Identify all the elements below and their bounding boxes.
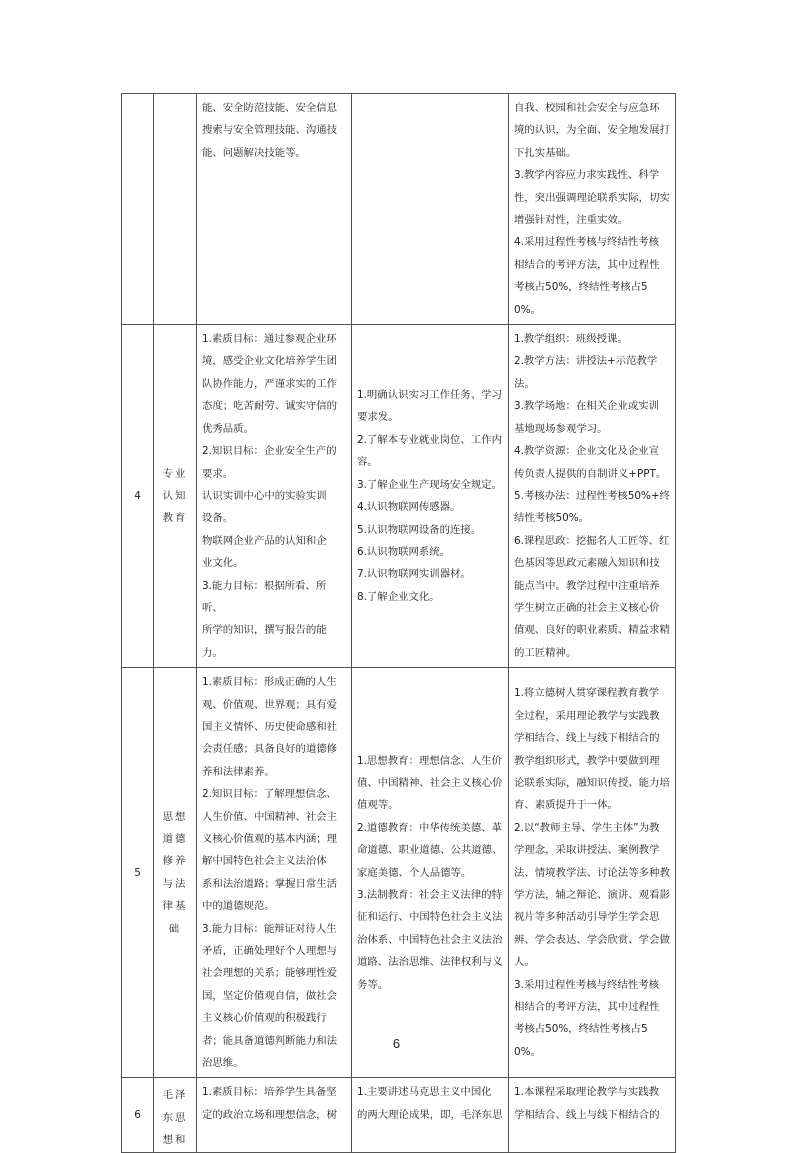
text-line: 能、安全防范技能、安全信息 <box>202 102 338 114</box>
text-line: 养和法律素养。 <box>202 765 275 778</box>
text-line: 学相结合、线上与线下相结合的 <box>514 732 660 745</box>
course-name: 思想道德修养与法律基础 <box>154 668 197 1078</box>
text-line: 国，坚定价值观自信，做社会 <box>202 989 338 1002</box>
text-line: 6.课程思政：挖掘名人工匠等、红 <box>514 534 670 547</box>
text-line: 基地现场参观学习。 <box>514 422 608 435</box>
text-line: 业文化。 <box>202 557 244 570</box>
text-line: 者；能具备道德判断能力和法 <box>202 1034 338 1047</box>
text-line: 要求发。 <box>357 411 399 424</box>
course-goals <box>197 668 352 1078</box>
teaching-requirements <box>509 94 676 325</box>
text-line: 3.教学场地：在相关企业或实训 <box>514 400 659 413</box>
text-line: 2.知识目标：了解理想信念、 <box>202 788 337 801</box>
text-line: 解中国特色社会主义法治体 <box>202 855 327 868</box>
teaching-requirements <box>509 1078 676 1152</box>
text-line: 3.法制教育：社会主义法律的特 <box>357 889 502 902</box>
text-line: 增强针对性，注重实效。 <box>514 214 629 227</box>
text-line: 3.了解企业生产现场安全规定。 <box>357 478 502 491</box>
text-line: 教学组织形式，教学中要做到理 <box>514 754 660 767</box>
row-number: 4 <box>122 325 154 668</box>
course-name: 毛泽东思想和 <box>154 1078 197 1152</box>
text-line: 相结合的考评方法，其中过程性 <box>514 258 660 271</box>
text-line: 务等。 <box>357 978 389 991</box>
text-line: 的工匠精神。 <box>514 646 577 659</box>
text-line: 3.采用过程性考核与终结性考核 <box>514 978 659 991</box>
text-line: 1.主要讲述马克思主义中国化 <box>357 1086 492 1099</box>
row-number <box>122 94 154 325</box>
text-line: 设备。 <box>202 512 234 525</box>
text-line: 社会理想的关系；能够理性爱 <box>202 967 338 980</box>
text-line: 征和运行、中国特色社会主义法 <box>357 911 503 924</box>
text-line: 搜索与安全管理技能、沟通技 <box>202 124 338 137</box>
table-row <box>122 325 676 668</box>
text-line: 自我、校园和社会安全与应急环 <box>514 102 660 114</box>
text-line: 中的道德规范。 <box>202 900 275 913</box>
course-goals <box>197 1078 352 1152</box>
text-line: 8.了解企业文化。 <box>357 590 440 603</box>
text-line: 3.能力目标：能辩证对待人生 <box>202 922 337 935</box>
text-line: 1.思想教育：理想信念、人生价 <box>357 754 502 767</box>
text-line: 2.了解本专业就业岗位、工作内 <box>357 433 502 446</box>
text-line: 育、素质提升于一体。 <box>514 799 618 812</box>
text-line: 矛盾，正确处理好个人理想与 <box>202 945 338 958</box>
text-line: 1.素质目标：培养学生具备坚 <box>202 1086 337 1099</box>
text-line: 结性考核50%。 <box>514 512 590 525</box>
text-line: 论联系实际，融知识传授、能力培 <box>514 776 670 789</box>
text-line: 5.认识物联网设备的连接。 <box>357 523 482 536</box>
text-line: 观、价值观、世界观；具有爱 <box>202 698 338 711</box>
text-line: 境的认识，为全面、安全地发展打 <box>514 124 670 137</box>
text-line: 相结合的考评方法，其中过程性 <box>514 1001 660 1014</box>
text-line: 道路、法治思维、法律权利与义 <box>357 956 503 969</box>
text-line: 1.本课程采取理论教学与实践教 <box>514 1086 659 1099</box>
text-line: 定的政治立场和理想信念，树 <box>202 1108 338 1121</box>
text-line: 治思维。 <box>202 1057 244 1070</box>
course-name: 专业认知教育 <box>154 325 197 668</box>
text-line: 2.以“教师主导、学生主体”为教 <box>514 821 660 834</box>
text-line: 值观等。 <box>357 799 399 812</box>
text-line: 认识实训中心中的实验实训 <box>202 489 327 502</box>
text-line: 2.道德教育：中华传统美德、革 <box>357 821 502 834</box>
course-content <box>352 1078 509 1152</box>
text-line: 法、情境教学法、讨论法等多种教 <box>514 866 670 879</box>
course-content <box>352 668 509 1078</box>
text-line: 家庭美德、个人品德等。 <box>357 866 472 879</box>
text-line: 辨、学会表达、学会欣赏、学会做 <box>514 933 670 946</box>
text-line: 3.能力目标：根据所看、所听、 <box>202 579 327 614</box>
curriculum-table <box>121 93 676 1153</box>
text-line: 治体系、中国特色社会主义法治 <box>357 933 503 946</box>
teaching-requirements <box>509 325 676 668</box>
page-number: 6 <box>392 1036 401 1051</box>
text-line: 容。 <box>357 456 378 469</box>
text-line: 性，突出强调理论联系实际，切实 <box>514 191 670 204</box>
table-row <box>122 1078 676 1152</box>
text-line: 要求。 <box>202 467 234 480</box>
text-line: 优秀品质。 <box>202 422 254 435</box>
table-row <box>122 668 676 1078</box>
text-line: 1.素质目标：通过参观企业环 <box>202 333 337 346</box>
text-line: 1.教学组织：班级授课。 <box>514 333 628 346</box>
text-line: 4.采用过程性考核与终结性考核 <box>514 236 659 249</box>
teaching-requirements <box>509 668 676 1078</box>
text-line: 1.素质目标：形成正确的人生 <box>202 676 337 689</box>
text-line: 境，感受企业文化培养学生团 <box>202 355 338 368</box>
text-line: 系和法治道路；掌握日常生活 <box>202 877 338 890</box>
row-number: 6 <box>122 1078 154 1152</box>
text-line: 2.教学方法：讲授法+示范教学 <box>514 355 658 368</box>
text-line: 所学的知识，撰写报告的能 <box>202 624 327 637</box>
text-line: 物联网企业产品的认知和企 <box>202 534 327 547</box>
text-line: 值观、良好的职业素质、精益求精 <box>514 624 670 637</box>
text-line: 学理念，采取讲授法、案例教学 <box>514 844 660 857</box>
text-line: 能、问题解决技能等。 <box>202 146 306 159</box>
text-line: 3.教学内容应力求实践性、科学 <box>514 169 659 182</box>
text-line: 6.认识物联网系统。 <box>357 545 451 558</box>
text-line: 视片等多种活动引导学生学会思 <box>514 911 660 924</box>
text-line: 1.将立德树人贯穿课程教育教学 <box>514 687 659 700</box>
text-line: 学生树立正确的社会主义核心价 <box>514 601 660 614</box>
course-content <box>352 94 509 325</box>
text-line: 的两大理论成果，即，毛泽东思 <box>357 1108 503 1121</box>
text-line: 力。 <box>202 646 223 659</box>
text-line: 考核占50%，终结性考核占50%。 <box>514 1023 648 1058</box>
text-line: 4.认识物联网传感器。 <box>357 501 461 514</box>
text-line: 能点当中。教学过程中注重培养 <box>514 579 660 592</box>
text-line: 色基因等思政元素融入知识和技 <box>514 557 660 570</box>
text-line: 值、中国精神、社会主义核心价 <box>357 776 503 789</box>
course-goals <box>197 325 352 668</box>
text-line: 5.考核办法：过程性考核50%+终 <box>514 489 671 502</box>
text-line: 人。 <box>514 956 535 969</box>
text-line: 人生价值、中国精神、社会主 <box>202 810 338 823</box>
text-line: 传负责人提供的自制讲义+PPT。 <box>514 467 667 480</box>
text-line: 下扎实基础。 <box>514 146 577 159</box>
text-line: 学相结合、线上与线下相结合的 <box>514 1108 660 1121</box>
text-line: 国主义情怀、历史使命感和社 <box>202 720 338 733</box>
text-line: 态度；吃苦耐劳、诚实守信的 <box>202 400 338 413</box>
course-goals <box>197 94 352 325</box>
text-line: 考核占50%，终结性考核占50%。 <box>514 281 648 316</box>
text-line: 全过程，采用理论教学与实践教 <box>514 709 660 722</box>
text-line: 7.认识物联网实训器材。 <box>357 568 471 581</box>
text-line: 2.知识目标：企业安全生产的 <box>202 445 337 458</box>
text-line: 1.明确认识实习工作任务、学习 <box>357 389 502 402</box>
table-row <box>122 94 676 325</box>
text-line: 会责任感；具备良好的道德修 <box>202 743 338 756</box>
text-line: 命道德、职业道德、公共道德、 <box>357 844 503 857</box>
text-line: 学方法，辅之辩论、演讲、观看影 <box>514 889 670 902</box>
course-content <box>352 325 509 668</box>
text-line: 法。 <box>514 377 535 390</box>
text-line: 4.教学资源：企业文化及企业宣 <box>514 445 659 458</box>
course-name <box>154 94 197 325</box>
text-line: 队协作能力，严谨求实的工作 <box>202 377 338 390</box>
text-line: 主义核心价值观的积极践行 <box>202 1012 327 1025</box>
text-line: 义核心价值观的基本内涵；理 <box>202 833 338 845</box>
row-number: 5 <box>122 668 154 1078</box>
